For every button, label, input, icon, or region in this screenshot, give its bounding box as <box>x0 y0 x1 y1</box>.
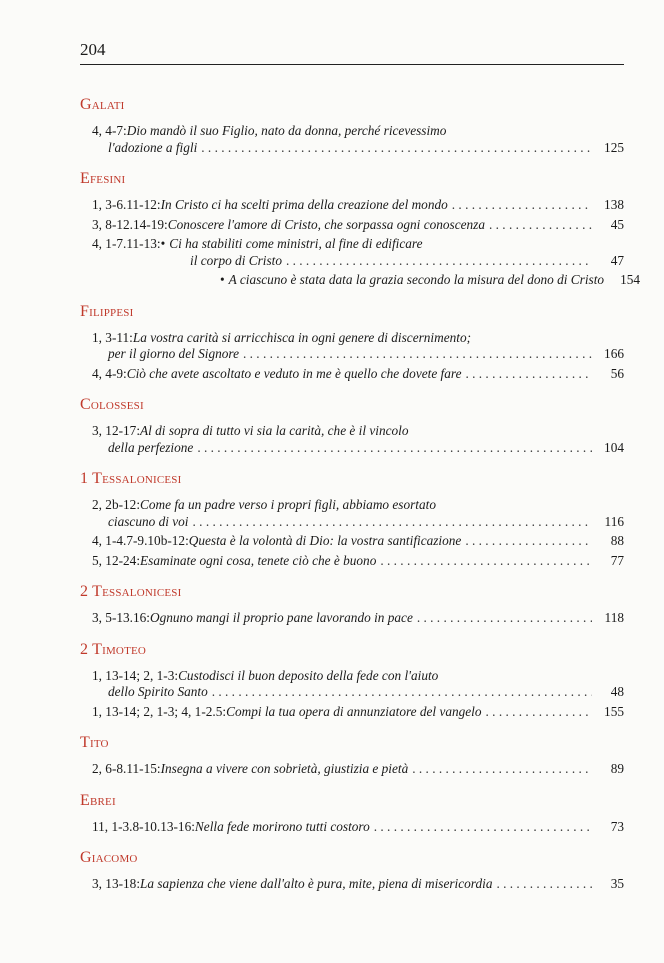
scripture-reference: 2, 6-8.11-15: <box>92 761 161 776</box>
page-reference: 35 <box>610 876 624 891</box>
index-section <box>80 792 624 836</box>
entry-text: Ognuno mangi il proprio pane lavorando in pace <box>150 610 413 625</box>
dot-leader <box>201 140 592 157</box>
entry-text: In Cristo ci ha scelti prima della creazione del mondo <box>160 197 448 212</box>
index-section <box>80 583 624 627</box>
scripture-reference: 3, 13-18: <box>92 876 141 891</box>
entry-text: A ciascuno è stata data la grazia secondo la misura del dono di Cristo <box>228 272 605 287</box>
dot-leader <box>212 684 592 701</box>
index-entry <box>80 236 624 269</box>
index-entry <box>80 497 624 530</box>
entry-text: Come fa un padre verso i propri figli, abbiamo esortato <box>140 497 436 512</box>
index-entry <box>80 272 641 289</box>
index-entry <box>80 553 624 570</box>
index-content <box>80 96 641 907</box>
page-reference: 77 <box>610 552 624 568</box>
scripture-reference: 1, 13-14; 2, 1-3: <box>92 667 179 683</box>
entry-text: Ciò che avete ascoltato e veduto in me è quello che dovete fare <box>126 365 462 381</box>
index-entry <box>80 197 624 214</box>
entry-text: Nella fede morirono tutti costoro <box>194 818 370 834</box>
scripture-reference: 5, 12-24: <box>92 552 141 568</box>
dot-leader <box>412 761 592 778</box>
index-entry <box>80 876 624 893</box>
page-reference: 125 <box>604 139 624 155</box>
entry-text: l'adozione a figli <box>108 139 198 155</box>
section-title: 1 Tessalonicesi <box>80 470 182 487</box>
page-reference: 56 <box>610 365 624 381</box>
bullet-icon: • <box>220 272 225 287</box>
index-entry <box>80 704 624 721</box>
scripture-reference: 1, 3-11: <box>92 329 133 345</box>
page-reference: 116 <box>604 513 624 529</box>
section-title: Filippesi <box>80 302 134 320</box>
page-number: 204 <box>80 40 106 59</box>
dot-leader <box>193 514 592 531</box>
dot-leader <box>417 610 592 627</box>
entry-text: Conoscere l'amore di Cristo, che sorpassa ogni conoscenza <box>167 216 485 232</box>
entry-text: La vostra carità si arricchisca in ogni genere di discernimento; <box>132 329 472 345</box>
entry-text: ciascuno di voi <box>108 513 189 529</box>
page-reference: 73 <box>610 818 624 834</box>
index-entry <box>80 123 624 156</box>
page-reference: 118 <box>604 610 624 625</box>
scripture-reference: 11, 1-3.8-10.13-16: <box>92 818 195 834</box>
dot-leader <box>496 876 592 893</box>
section-title: 2 Timoteo <box>80 640 147 658</box>
entry-text: dello Spirito Santo <box>108 684 208 699</box>
index-entry <box>80 423 624 456</box>
dot-leader <box>197 440 592 457</box>
entry-text: Compi la tua opera di annunziatore del vangelo <box>226 703 482 719</box>
dot-leader <box>243 346 592 363</box>
dot-leader <box>486 704 592 721</box>
section-title: Colossesi <box>80 396 144 413</box>
entry-text: per il giorno del Signore <box>108 346 239 361</box>
scripture-reference: 4, 4-7: <box>92 123 127 138</box>
index-section <box>80 170 641 289</box>
page-reference: 89 <box>610 761 624 776</box>
dot-leader <box>489 217 592 234</box>
dot-leader <box>452 197 592 214</box>
entry-text: Custodisci il buon deposito della fede con l'aiuto <box>178 667 439 683</box>
entry-text: Esaminate ogni cosa, tenete ciò che è buono <box>140 552 377 568</box>
index-section <box>80 96 624 156</box>
index-section <box>80 396 624 456</box>
index-entry <box>80 533 624 550</box>
section-title: Tito <box>80 734 109 751</box>
scripture-reference: 4, 4-9: <box>92 365 127 381</box>
scripture-reference: 3, 5-13.16: <box>92 610 150 625</box>
dot-leader <box>374 819 592 836</box>
scripture-reference: 4, 1-4.7-9.10b-12: <box>92 533 189 548</box>
page-reference: 88 <box>610 533 624 548</box>
index-entry <box>80 610 624 627</box>
scripture-reference: 3, 12-17: <box>92 423 141 438</box>
index-section <box>80 303 624 383</box>
index-section <box>80 734 624 778</box>
index-section <box>80 470 624 569</box>
page-reference: 155 <box>604 703 624 719</box>
dot-leader <box>465 366 592 383</box>
entry-text: La sapienza che viene dall'alto è pura, mite, piena di misericordia <box>140 876 493 891</box>
section-title: Efesini <box>80 170 126 187</box>
page-reference: 154 <box>620 272 641 287</box>
page-reference: 47 <box>610 252 624 268</box>
page-reference: 166 <box>604 346 624 361</box>
dot-leader <box>380 553 592 570</box>
entry-text: Dio mandò il suo Figlio, nato da donna, perché ricevessimo <box>126 123 447 138</box>
index-entry <box>80 761 624 778</box>
entry-text: Insegna a vivere con sobrietà, giustizia e pietà <box>160 761 409 776</box>
index-entry <box>80 819 624 836</box>
bullet-icon: • <box>160 236 166 251</box>
scripture-reference: 2, 2b-12: <box>92 497 141 512</box>
entry-text: Questa è la volontà di Dio: la vostra santificazione <box>188 533 462 548</box>
page-reference: 45 <box>610 216 624 232</box>
index-entry <box>80 330 624 363</box>
entry-text: Ci ha stabiliti come ministri, al fine di edificare <box>169 236 423 251</box>
page-reference: 138 <box>604 197 624 212</box>
section-title: Galati <box>80 96 125 113</box>
page-reference: 104 <box>604 439 624 455</box>
entry-text: della perfezione <box>108 439 194 455</box>
header-rule <box>80 64 624 65</box>
scripture-reference: 1, 13-14; 2, 1-3; 4, 1-2.5: <box>92 703 227 719</box>
page-reference: 48 <box>610 684 624 699</box>
section-title: Ebrei <box>80 791 116 809</box>
index-entry <box>80 668 624 701</box>
entry-text: il corpo di Cristo <box>190 252 282 268</box>
entry-text: Al di sopra di tutto vi sia la carità, che è il vincolo <box>140 423 409 438</box>
index-entry <box>80 217 624 234</box>
dot-leader <box>286 253 592 270</box>
index-section <box>80 641 624 721</box>
dot-leader <box>465 533 592 550</box>
scripture-reference: 3, 8-12.14-19: <box>92 216 168 232</box>
scripture-reference: 4, 1-7.11-13: <box>92 236 161 251</box>
scripture-reference: 1, 3-6.11-12: <box>92 197 161 212</box>
section-title: Giacomo <box>80 849 138 866</box>
index-entry <box>80 366 624 383</box>
section-title: 2 Tessalonicesi <box>80 583 182 600</box>
index-section <box>80 849 624 893</box>
